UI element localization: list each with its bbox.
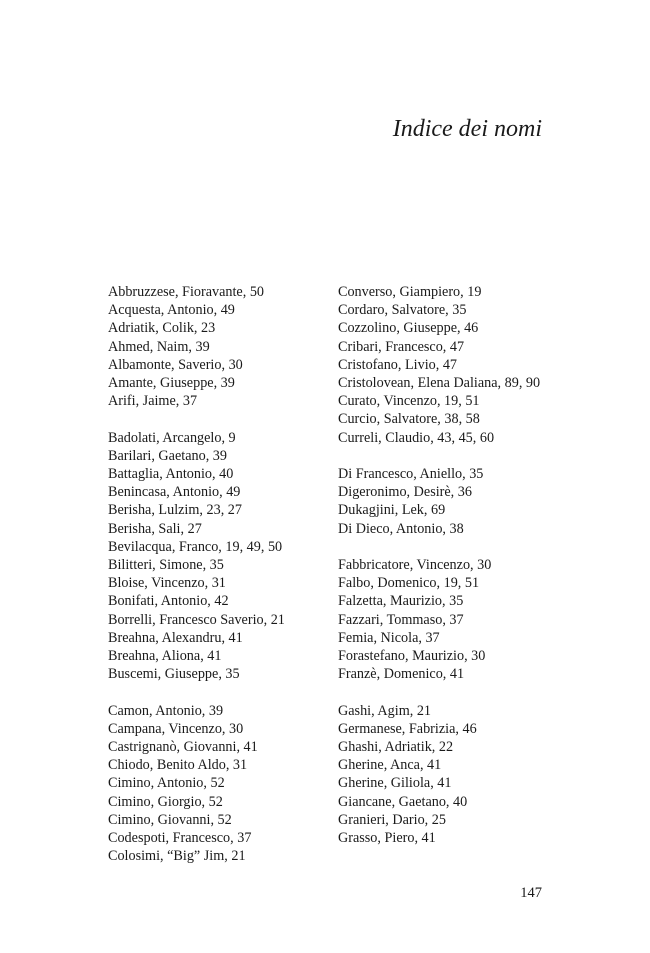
index-entry: Amante, Giuseppe, 39 [108, 375, 235, 392]
index-group-g [338, 702, 553, 848]
index-entry: Cimino, Giovanni, 52 [108, 811, 232, 828]
page-title: Indice dei nomi [392, 116, 542, 142]
index-group-d [338, 465, 553, 538]
index-entry: Gherine, Giliola, 41 [338, 775, 452, 792]
index-entry: Curcio, Salvatore, 38, 58 [338, 411, 480, 428]
index-entry: Breahna, Alexandru, 41 [108, 629, 243, 646]
index-column-left [108, 283, 333, 884]
index-entry: Bloise, Vincenzo, 31 [108, 575, 226, 592]
index-entry: Forastefano, Maurizio, 30 [338, 648, 486, 665]
index-entry: Berisha, Lulzim, 23, 27 [108, 502, 242, 519]
index-entry: Ahmed, Naim, 39 [108, 338, 210, 355]
index-entry: Dukagjini, Lek, 69 [338, 502, 446, 519]
index-entry: Gashi, Agim, 21 [338, 702, 432, 719]
index-entry: Abbruzzese, Fioravante, 50 [108, 284, 265, 300]
index-entry: Grasso, Piero, 41 [338, 830, 436, 847]
index-entry: Codespoti, Francesco, 37 [108, 830, 252, 847]
index-entry: Cimino, Antonio, 52 [108, 775, 225, 792]
index-entry: Badolati, Arcangelo, 9 [108, 429, 236, 446]
index-column-right [338, 283, 553, 865]
index-entry: Bonifati, Antonio, 42 [108, 593, 229, 610]
index-entry: Curreli, Claudio, 43, 45, 60 [338, 429, 495, 446]
index-entry: Cribari, Francesco, 47 [338, 338, 465, 355]
index-group-f [338, 556, 553, 683]
index-entry: Ghashi, Adriatik, 22 [338, 739, 454, 756]
index-entry: Franzè, Domenico, 41 [338, 666, 465, 683]
index-entry: Cristofano, Livio, 47 [338, 356, 458, 373]
index-entry: Battaglia, Antonio, 40 [108, 466, 234, 483]
index-entry: Arifi, Jaime, 37 [108, 393, 198, 410]
index-entry: Buscemi, Giuseppe, 35 [108, 666, 240, 683]
index-entry: Castrignanò, Giovanni, 41 [108, 739, 258, 756]
index-entry: Giancane, Gaetano, 40 [338, 793, 468, 810]
page-number: 147 [520, 885, 542, 901]
index-entry: Albamonte, Saverio, 30 [108, 356, 243, 373]
index-entry: Camon, Antonio, 39 [108, 702, 224, 719]
index-entry: Di Dieco, Antonio, 38 [338, 520, 464, 537]
index-entry: Chiodo, Benito Aldo, 31 [108, 757, 248, 774]
index-entry: Converso, Giampiero, 19 [338, 284, 482, 300]
index-entry: Femia, Nicola, 37 [338, 629, 440, 646]
index-entry: Bilitteri, Simone, 35 [108, 557, 224, 574]
index-entry: Digeronimo, Desirè, 36 [338, 484, 472, 501]
index-entry: Fabbricatore, Vincenzo, 30 [338, 557, 492, 574]
index-entry: Campana, Vincenzo, 30 [108, 720, 244, 737]
index-entry: Breahna, Aliona, 41 [108, 648, 222, 665]
index-entry: Acquesta, Antonio, 49 [108, 302, 235, 319]
index-entry: Di Francesco, Aniello, 35 [338, 466, 484, 483]
index-entry: Cimino, Giorgio, 52 [108, 793, 223, 810]
index-group-a [108, 283, 333, 410]
index-entry: Adriatik, Colik, 23 [108, 320, 216, 337]
index-entry: Benincasa, Antonio, 49 [108, 484, 241, 501]
index-entry: Berisha, Sali, 27 [108, 520, 202, 537]
index-entry: Barilari, Gaetano, 39 [108, 447, 227, 464]
index-group-c [108, 702, 333, 866]
index-entry: Cordaro, Salvatore, 35 [338, 302, 467, 319]
index-group-b [108, 429, 333, 684]
index-entry: Curato, Vincenzo, 19, 51 [338, 393, 480, 410]
index-entry: Falbo, Domenico, 19, 51 [338, 575, 480, 592]
index-entry: Fazzari, Tommaso, 37 [338, 611, 464, 628]
index-entry: Borrelli, Francesco Saverio, 21 [108, 611, 285, 628]
index-entry: Colosimi, “Big” Jim, 21 [108, 848, 246, 865]
index-entry: Cozzolino, Giuseppe, 46 [338, 320, 479, 337]
index-entry: Gherine, Anca, 41 [338, 757, 442, 774]
index-entry: Granieri, Dario, 25 [338, 811, 446, 828]
index-entry: Falzetta, Maurizio, 35 [338, 593, 464, 610]
index-entry: Cristolovean, Elena Daliana, 89, 90 [338, 375, 541, 392]
index-group-c-continued [338, 283, 553, 447]
index-entry: Bevilacqua, Franco, 19, 49, 50 [108, 538, 283, 555]
index-entry: Germanese, Fabrizia, 46 [338, 720, 477, 737]
